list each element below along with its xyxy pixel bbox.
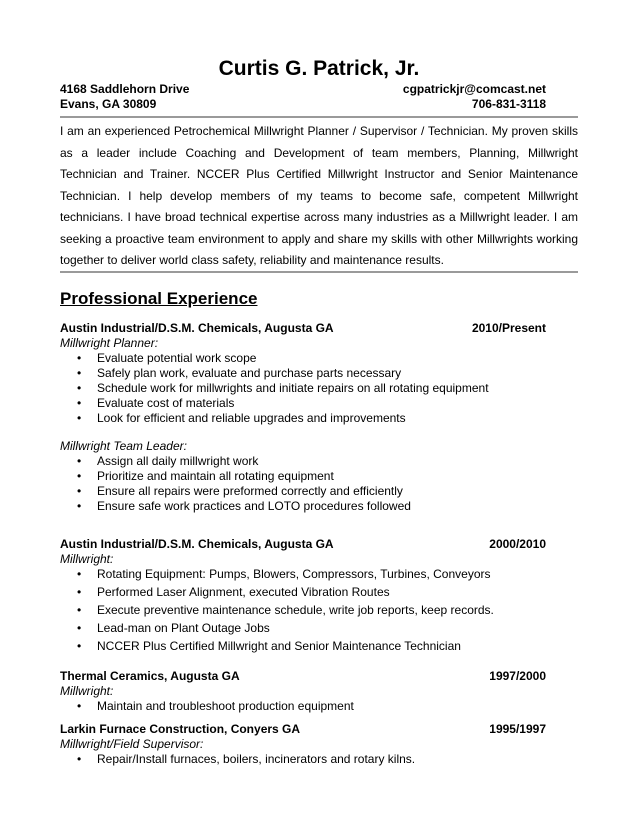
email: cgpatrickjr@comcast.net [402,82,546,96]
bullet-item: • Look for efficient and reliable upgrades and improvements [60,411,546,426]
job-bullets [60,752,546,767]
job-company: Thermal Ceramics, Augusta GA [60,669,240,683]
bullet-item: • Schedule work for millwrights and initiate repairs on all rotating equipment [60,381,546,396]
job-entry [60,669,546,714]
bullet-item: • Ensure all repairs were preformed correctly and efficiently [60,484,546,499]
job-company: Austin Industrial/D.S.M. Chemicals, Augusta GA [60,537,334,551]
bullet-item: • Lead-man on Plant Outage Jobs [60,621,546,636]
job-role: Millwright Team Leader: [60,439,187,453]
job-dates: 1995/1997 [489,722,546,736]
job-company: Larkin Furnace Construction, Conyers GA [60,722,301,736]
job-bullets [60,351,546,426]
job-bullets [60,567,546,654]
job-role: Millwright: [60,684,114,698]
job-header [60,722,546,737]
job-role: Millwright/Field Supervisor: [60,737,204,751]
divider-bottom [60,271,578,273]
bullet-item: • Execute preventive maintenance schedule, write job reports, keep records. [60,603,546,618]
bullet-item: • Performed Laser Alignment, executed Vibration Routes [60,585,546,600]
bullet-item: • Evaluate cost of materials [60,396,546,411]
contact-row-1 [60,82,546,97]
address-line-2: Evans, GA 30809 [60,97,157,111]
job-dates: 1997/2000 [489,669,546,683]
job-dates: 2010/Present [471,321,546,335]
bullet-item: • Maintain and troubleshoot production equipment [60,699,546,714]
bullet-item: • Evaluate potential work scope [60,351,546,366]
job-bullets [60,699,546,714]
job-entry [60,321,546,514]
bullet-item: • Assign all daily millwright work [60,454,546,469]
candidate-name: Curtis G. Patrick, Jr. [218,57,420,80]
job-entry [60,722,546,767]
bullet-item: • Safely plan work, evaluate and purchase parts necessary [60,366,546,381]
contact-row-2 [60,97,546,112]
job-company: Austin Industrial/D.S.M. Chemicals, Augusta GA [60,321,334,335]
job-dates: 2000/2010 [489,537,546,551]
summary-paragraph: I am an experienced Petrochemical Millwright Planner / Supervisor / Technician. My proven skills as a leader include Coaching and Development of team members, Planning, Millwright Technician and Trainer. NCCER Plus Certified Millwright Instructor and Senior Maintenance Technician. I help develop members of my teams to become safe, competent Millwright technicians. I have broad technical expertise across many industries as a Millwright leader. I am seeking a proactive team environment to apply and share my skills with other Millwrights working together to deliver world class safety, reliability and maintenance results. [60,124,578,267]
bullet-item: • Rotating Equipment: Pumps, Blowers, Compressors, Turbines, Conveyors [60,567,546,582]
job-role: Millwright Planner: [60,336,159,350]
section-title-experience: Professional Experience [60,289,258,308]
job-header [60,669,546,684]
job-header [60,321,546,336]
job-bullets [60,454,546,514]
job-role: Millwright: [60,552,114,566]
bullet-item: • Prioritize and maintain all rotating equipment [60,469,546,484]
bullet-item: • Repair/Install furnaces, boilers, incinerators and rotary kilns. [60,752,546,767]
job-entry [60,537,546,654]
divider-top [60,116,578,118]
job-header [60,537,546,552]
phone: 706-831-3118 [471,97,546,111]
bullet-item: • NCCER Plus Certified Millwright and Senior Maintenance Technician [60,639,546,654]
bullet-item: • Ensure safe work practices and LOTO procedures followed [60,499,546,514]
address-line-1: 4168 Saddlehorn Drive [60,82,190,96]
